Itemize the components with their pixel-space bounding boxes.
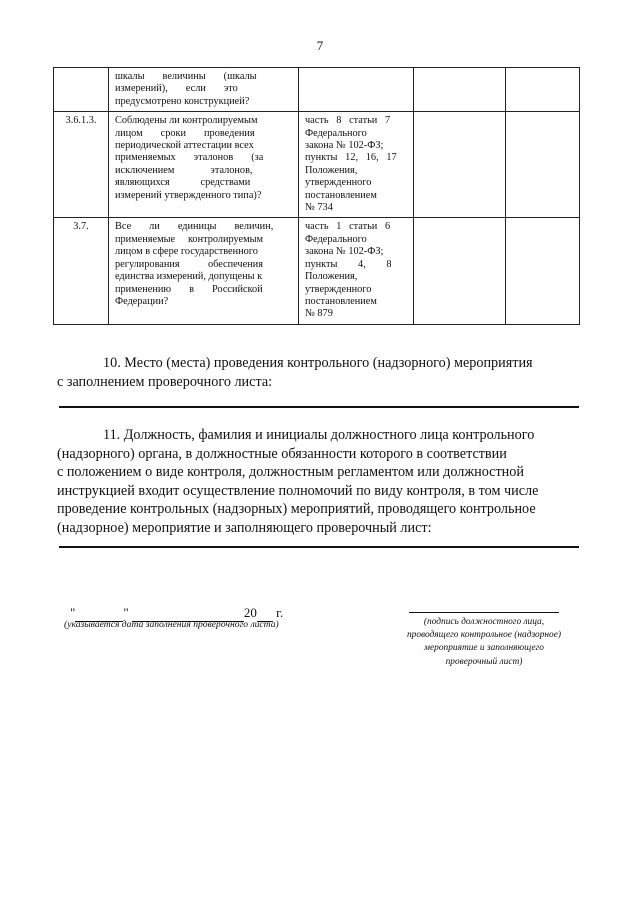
- row-answer-cell[interactable]: [414, 112, 506, 218]
- row-answer-cell[interactable]: [414, 68, 506, 112]
- row-legal-reference: [299, 68, 414, 112]
- reference-line: № 879: [305, 308, 333, 320]
- page-number: 7: [316, 38, 324, 53]
- section-11-line-1: 11. Должность, фамилия и инициалы должностного лица контрольного: [103, 427, 535, 443]
- date-year-prefix: 20: [243, 605, 257, 620]
- section-11-text: [57, 426, 579, 538]
- reference-line: постановлением: [305, 295, 377, 307]
- row-answer-cell[interactable]: [414, 218, 506, 324]
- question-line: являющихся средствами: [115, 177, 251, 189]
- reference-line: утвержденного: [305, 283, 372, 295]
- question-line: шкалы величины (шкалы: [115, 71, 257, 82]
- signature-caption-line-4: проверочный лист): [445, 656, 523, 667]
- reference-line: часть 1 статьи 6: [305, 221, 391, 233]
- question-line: предусмотрено конструкцией?: [115, 95, 250, 107]
- question-line: Федерации?: [115, 295, 169, 307]
- reference-line: Федерального: [305, 233, 367, 245]
- section-11-line-3: с положением о виде контроля, должностным регламентом или должностной: [57, 464, 524, 481]
- reference-line: пункты 4, 8: [305, 258, 392, 270]
- date-caption: (указывается дата заполнения проверочного листа): [64, 619, 279, 630]
- row-number: [54, 68, 109, 112]
- question-line: единства измерений, допущены к: [115, 271, 263, 283]
- row-legal-reference: [299, 218, 414, 324]
- question-line: лицом сроки проведения: [115, 127, 255, 139]
- section-11-line-2: (надзорного) органа, в должностные обязанности которого в соответствии: [57, 445, 507, 462]
- question-line: Все ли единицы величин,: [115, 221, 274, 233]
- section-10-text: [57, 354, 579, 391]
- section-11-line-4: инструкцией входит осуществление полномочий по виду контроля, в том числе: [57, 482, 539, 499]
- section-10-line-1: 10. Место (места) проведения контрольного (надзорного) мероприятия: [103, 355, 533, 371]
- question-line: исключением эталонов,: [115, 164, 253, 176]
- signature-caption-line-3: мероприятие и заполняющего: [424, 643, 544, 654]
- date-quote-open: ": [70, 605, 76, 620]
- row-note-cell[interactable]: [506, 218, 580, 324]
- row-question: [109, 218, 299, 324]
- question-line: регулирования обеспечения: [115, 258, 263, 270]
- checklist-table: [53, 67, 580, 325]
- signature-fill-line[interactable]: [409, 612, 559, 613]
- section-11-line-5: проведение контрольных (надзорных) мероприятий, проводящего контрольное: [57, 501, 536, 518]
- reference-line: постановлением: [305, 189, 377, 201]
- row-note-cell[interactable]: [506, 112, 580, 218]
- row-number: 3.7.: [54, 218, 109, 324]
- signature-caption-line-1: (подпись должностного лица,: [423, 617, 545, 627]
- reference-line: пункты 12, 16, 17: [305, 152, 397, 164]
- question-line: измерений утвержденного типа)?: [115, 189, 262, 201]
- reference-line: закона № 102-ФЗ;: [305, 140, 384, 152]
- row-note-cell[interactable]: [506, 68, 580, 112]
- date-year-suffix: г.: [276, 605, 284, 620]
- question-line: измерений), если это: [115, 83, 238, 95]
- row-number: 3.6.1.3.: [54, 112, 109, 218]
- question-line: применяемые контролируемым: [115, 233, 264, 245]
- reference-line: № 734: [305, 202, 333, 214]
- section-11-line-6: (надзорное) мероприятие и заполняющего проверочный лист:: [57, 519, 432, 536]
- signature-caption-line-2: проводящего контрольное (надзорное): [406, 630, 562, 641]
- question-line: применению в Российской: [115, 283, 263, 295]
- question-line: применяемых эталонов (за: [115, 152, 264, 164]
- reference-line: Положения,: [305, 164, 358, 176]
- row-question: [109, 68, 299, 112]
- section-11-fill-line[interactable]: [59, 546, 579, 548]
- row-question: [109, 112, 299, 218]
- table-row: [54, 68, 580, 112]
- reference-line: утвержденного: [305, 177, 372, 189]
- section-10-line-2: с заполнением проверочного листа:: [57, 373, 273, 390]
- question-line: периодической аттестации всех: [115, 140, 254, 152]
- reference-line: Положения,: [305, 271, 358, 283]
- section-10-fill-line[interactable]: [59, 406, 579, 408]
- reference-line: часть 8 статьи 7: [305, 115, 391, 127]
- signature-caption: [398, 616, 570, 669]
- question-line: лицом в сфере государственного: [115, 246, 258, 258]
- table-row: [54, 218, 580, 324]
- reference-line: закона № 102-ФЗ;: [305, 246, 384, 258]
- row-legal-reference: [299, 112, 414, 218]
- question-line: Соблюдены ли контролируемым: [115, 115, 258, 127]
- date-quote-close: ": [123, 605, 129, 620]
- reference-line: Федерального: [305, 127, 367, 139]
- table-row: [54, 112, 580, 218]
